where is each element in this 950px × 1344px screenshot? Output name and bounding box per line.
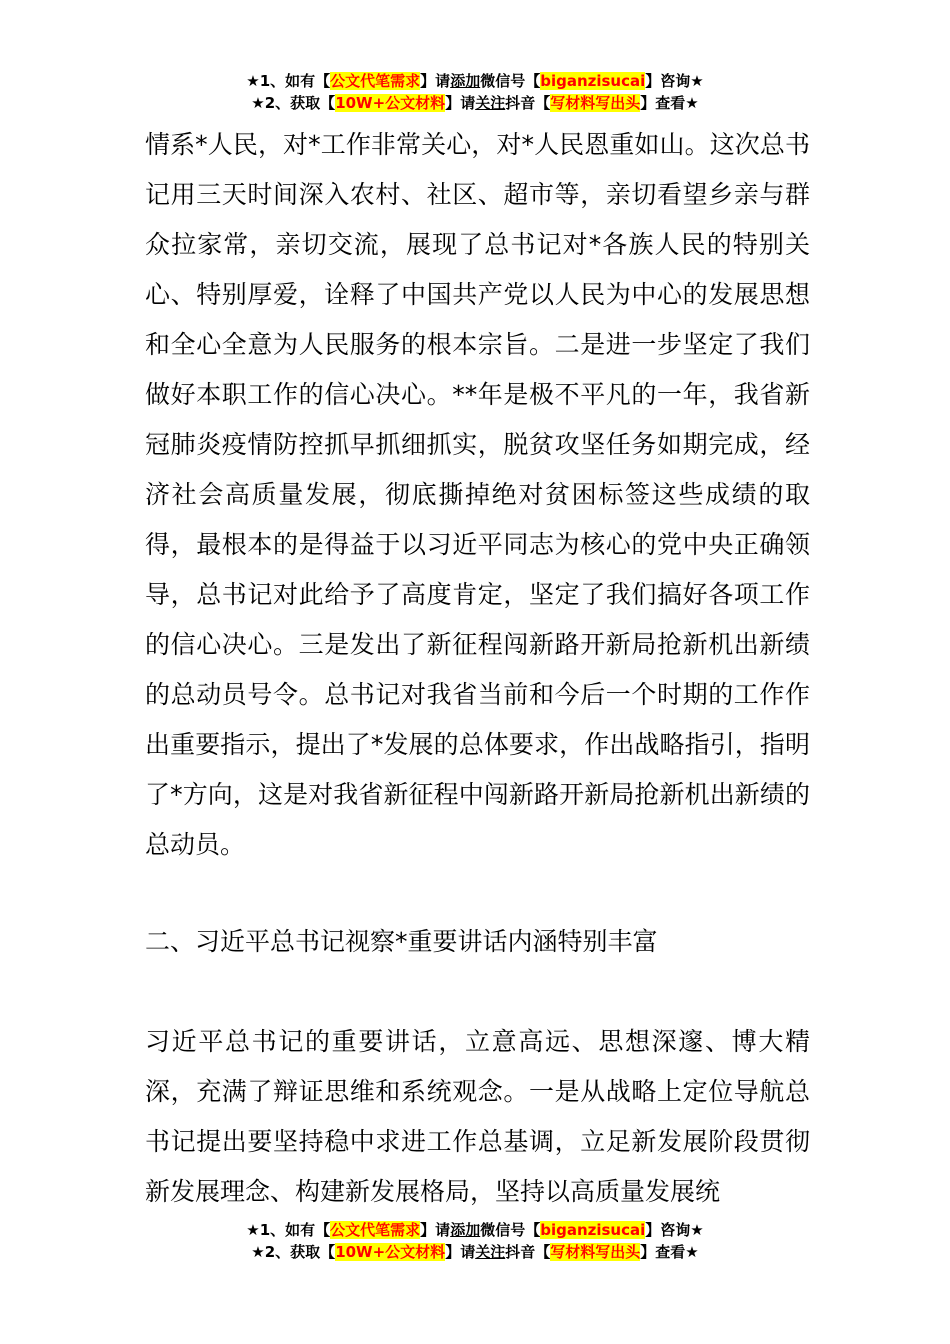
- banner-highlight: biganzisucai: [540, 72, 646, 90]
- banner-text: 】咨询★: [645, 1221, 704, 1239]
- banner-underline: 关注: [475, 1243, 506, 1261]
- banner-text: 抖音【: [505, 94, 551, 112]
- footer-banner: [0, 1219, 950, 1263]
- banner-text: 】查看★: [640, 94, 699, 112]
- banner-underline: 关注: [475, 94, 506, 112]
- banner-text: 】请: [445, 1243, 476, 1261]
- banner-highlight: 10W+公文材料: [335, 1243, 446, 1261]
- banner-text: 】请: [420, 1221, 451, 1239]
- banner-line-2: [0, 1241, 950, 1263]
- banner-text: 】请: [445, 94, 476, 112]
- banner-text: ★1、如有【: [246, 1221, 331, 1239]
- banner-line-2: [0, 92, 950, 114]
- body-paragraph-1: 情系*人民，对*工作非常关心，对*人民恩重如山。这次总书记用三天时间深入农村、社区、超市等，亲切看望乡亲与群众拉家常，亲切交流，展现了总书记对*各族人民的特别关心、特别厚爱，诠释了中国共产党以人民为中心的发展思想和全心全意为人民服务的根本宗旨。二是进一步坚定了我们做好本职工作的信心决心。**年是极不平凡的一年，我省新冠肺炎疫情防控抓早抓细抓实，脱贫攻坚任务如期完成，经济社会高质量发展，彻底撕掉绝对贫困标签这些成绩的取得，最根本的是得益于以习近平同志为核心的党中央正确领导，总书记对此给予了高度肯定，坚定了我们搞好各项工作的信心决心。三是发出了新征程闯新路开新局抢新机出新绩的总动员号令。总书记对我省当前和今后一个时期的工作作出重要指示，提出了*发展的总体要求，作出战略指引，指明了*方向，这是对我省新征程中闯新路开新局抢新机出新绩的总动员。: [145, 130, 810, 859]
- banner-text: 】查看★: [640, 1243, 699, 1261]
- body-paragraph-2: 习近平总书记的重要讲话，立意高远、思想深邃、博大精深，充满了辩证思维和系统观念。一是从战略上定位导航总书记提出要坚持稳中求进工作总基调，立足新发展阶段贯彻新发展理念、构建新发展格局，坚持以高质量发展统: [145, 1027, 810, 1206]
- banner-highlight: 写材料写出头: [550, 94, 641, 112]
- banner-highlight: 公文代笔需求: [330, 1221, 421, 1239]
- banner-highlight: biganzisucai: [540, 1221, 646, 1239]
- header-banner: [0, 70, 950, 114]
- banner-text: ★2、获取【: [251, 1243, 336, 1261]
- banner-line-1: [0, 1219, 950, 1241]
- banner-line-1: [0, 70, 950, 92]
- banner-text: 微信号【: [480, 72, 541, 90]
- banner-highlight: 公文代笔需求: [330, 72, 421, 90]
- section-heading-2: 二、习近平总书记视察*重要讲话内涵特别丰富: [145, 927, 658, 956]
- banner-text: 抖音【: [505, 1243, 551, 1261]
- banner-text: ★1、如有【: [246, 72, 331, 90]
- banner-underline: 添加: [450, 72, 481, 90]
- banner-text: ★2、获取【: [251, 94, 336, 112]
- banner-text: 】咨询★: [645, 72, 704, 90]
- banner-underline: 添加: [450, 1221, 481, 1239]
- banner-text: 】请: [420, 72, 451, 90]
- banner-text: 微信号【: [480, 1221, 541, 1239]
- banner-highlight: 写材料写出头: [550, 1243, 641, 1261]
- banner-highlight: 10W+公文材料: [335, 94, 446, 112]
